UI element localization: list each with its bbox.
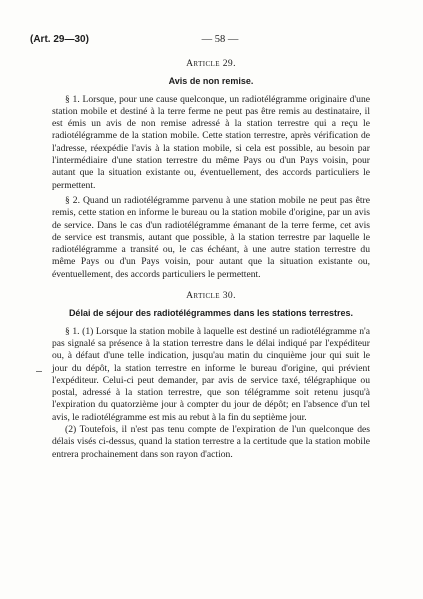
page-header <box>30 34 390 50</box>
margin-mark <box>36 371 42 372</box>
page-number: — 58 — <box>201 34 239 45</box>
document-body <box>52 58 370 461</box>
article-30-paragraph-1: § 1. (1) Lorsque la station mobile à laquelle est destiné un radiotélégramme n'a pas signalé sa présence à la station terrestre dans le délai indiqué par l'expéditeur ou, à défaut d'une telle indication, jusqu'au matin du cinquième jour qui suit le jour du dépôt, la station terrestre en informe le bureau d'origine, qui prévient l'expéditeur. Celui-ci peut demander, par avis de service taxé, télégraphique ou postal, adressé à la station terrestre, que son télégramme soit retenu jusqu'à l'expiration du quatorzième jour à compter du jour de dépôt; en l'absence d'un tel avis, le radiotélégramme est mis au rebut à la fin du septième jour. <box>52 325 370 423</box>
article-30-paragraph-2: (2) Toutefois, il n'est pas tenu compte de l'expiration de l'un quelconque des délais visés ci-dessus, quand la station terrestre a la certitude que la station mobile entrera prochainement dans son rayon d'action. <box>52 424 370 460</box>
article-range-label: (Art. 29—30) <box>30 34 89 45</box>
article-29-paragraph-2: § 2. Quand un radiotélégramme parvenu à une station mobile ne peut pas être remis, cette station en informe le bureau ou la station mobile d'origine, par un avis de service. Dans le cas d'un radiotélégramme émanant de la terre ferme, cet avis de service est transmis, autant que possible, à la station terrestre par laquelle le radiotélégramme a transité ou, le cas échéant, à une autre station terrestre du même Pays ou d'un Pays voisin, pour autant que la situation existante ou, éventuellement, des accords particuliers le permettent. <box>52 194 370 280</box>
article-29-heading: Article 29. <box>186 58 236 69</box>
article-29-paragraph-1: § 1. Lorsque, pour une cause quelconque, un radiotélégramme originaire d'une station mobile et destiné à la terre ferme ne peut pas être remis au destinataire, il est émis un avis de non remise adressé à la station terrestre qui a reçu le radiotélégramme de la station mobile. Cette station terrestre, après vérification de l'adresse, réexpédie l'avis à la station mobile, si cela est possible, au besoin par l'intermédiaire d'une station terrestre du même Pays ou d'un Pays voisin, pour autant que la situation existante ou, éventuellement, des accords particuliers le permettent. <box>52 93 370 191</box>
article-30-heading: Article 30. <box>186 290 236 302</box>
article-29-title: Avis de non remise. <box>168 76 254 87</box>
article-30-title: Délai de séjour des radiotélégrammes dans les stations terrestres. <box>68 308 354 319</box>
